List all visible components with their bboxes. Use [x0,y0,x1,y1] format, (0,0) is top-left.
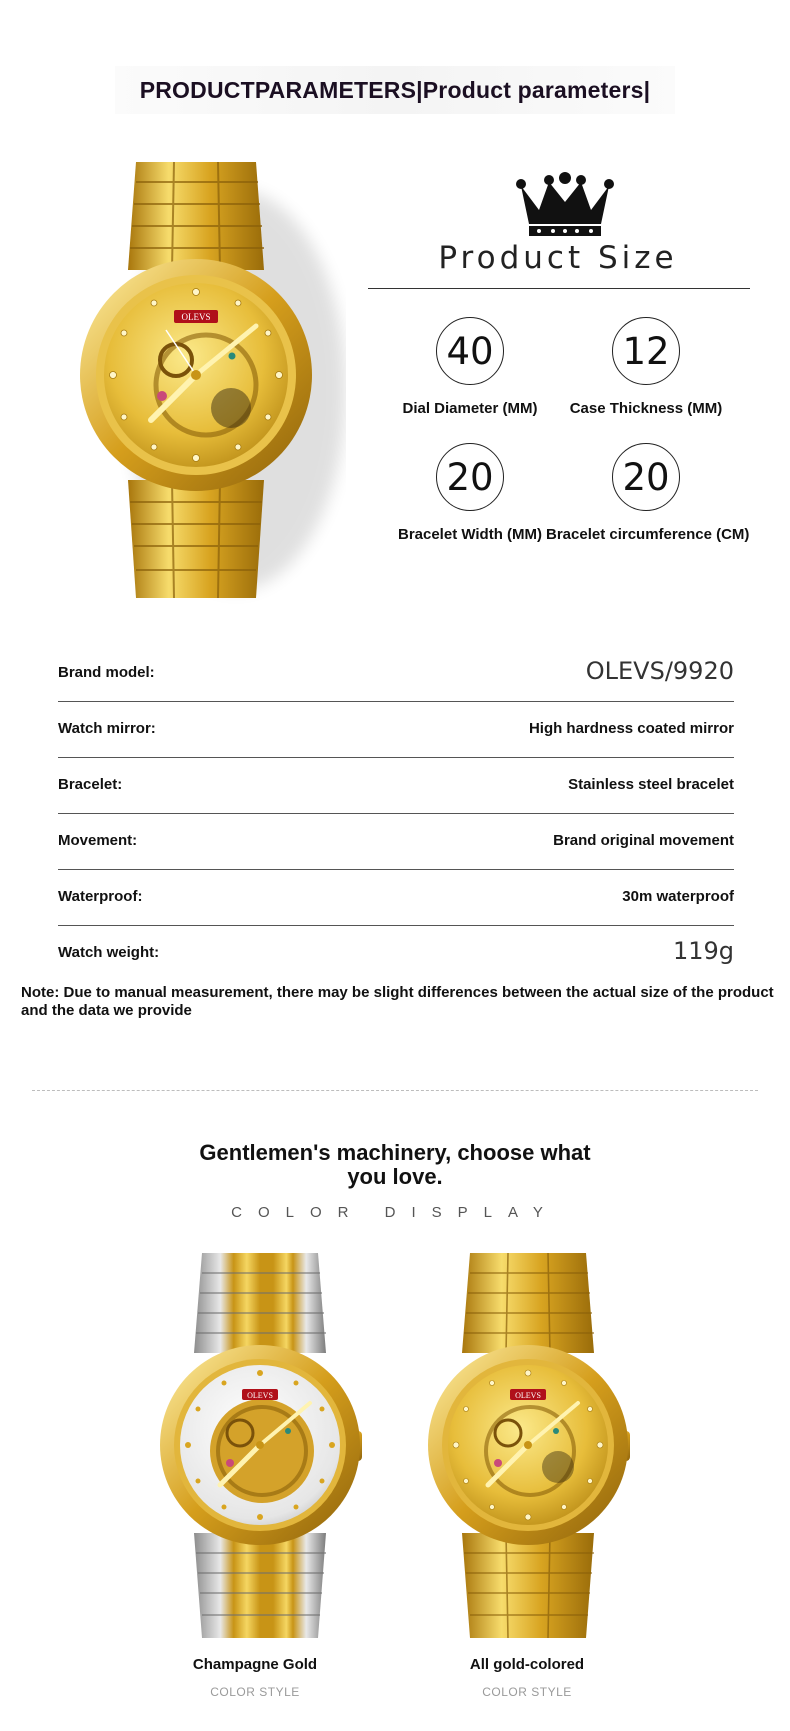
product-size-title: Product Size [438,240,678,276]
divider [368,288,750,289]
metric-label: Dial Diameter (MM) [402,400,538,417]
metric-label: Case Thickness (MM) [569,400,723,417]
table-row [58,702,734,758]
spec-value: 30m waterproof [622,888,734,905]
table-row [58,814,734,870]
spec-value: Brand original movement [553,832,734,849]
metric-label: Bracelet Width (MM) [397,526,543,543]
spec-value: High hardness coated mirror [528,720,734,737]
table-row [58,646,734,702]
metric-dial-diameter [370,317,570,417]
table-row [58,926,734,981]
metric-bracelet-circumference [546,443,750,543]
page-title: PRODUCTPARAMETERS|Product parameters| [139,76,651,103]
metric-value: 40 [436,317,504,385]
spec-key: Bracelet: [58,776,123,793]
metric-value: 20 [436,443,504,511]
spec-value: 119g [672,937,734,965]
crown-icon [515,172,615,243]
spec-table [58,646,734,981]
svg-text:OLEVS: OLEVS [181,312,211,322]
variant-watch-all-gold [418,1253,648,1643]
spec-key: Brand model: [58,664,155,681]
variant-style-label: COLOR STYLE [482,1685,572,1699]
variant-watch-champagne-gold [150,1253,380,1643]
metric-label: Bracelet circumference (CM) [546,526,750,543]
spec-key: Watch weight: [58,944,160,961]
spec-key: Waterproof: [58,888,143,905]
spec-value: OLEVS/9920 [585,657,734,685]
metric-value: 12 [612,317,680,385]
variant-name-all-gold: All gold-colored [469,1656,585,1673]
spec-key: Movement: [58,832,138,849]
table-row [58,870,734,926]
metric-value: 20 [612,443,680,511]
page-header [115,66,675,114]
table-row [58,758,734,814]
svg-text:OLEVS: OLEVS [515,1391,541,1400]
metric-case-thickness [546,317,746,417]
main-watch-image [66,150,346,610]
variant-name-champagne-gold: Champagne Gold [192,1656,318,1673]
color-section-subtitle: COLOR DISPLAY [231,1204,559,1221]
dashed-divider [32,1090,758,1091]
metric-bracelet-width [370,443,570,543]
color-section-title: Gentlemen's machinery, choose what you love. [199,1140,591,1189]
variant-style-label: COLOR STYLE [210,1685,300,1699]
measurement-note: Note: Due to manual measurement, there may be slight differences between the actual size of the product and the data we provide [21,984,774,1019]
spec-key: Watch mirror: [58,720,156,737]
spec-value: Stainless steel bracelet [568,776,734,793]
svg-text:OLEVS: OLEVS [247,1391,273,1400]
